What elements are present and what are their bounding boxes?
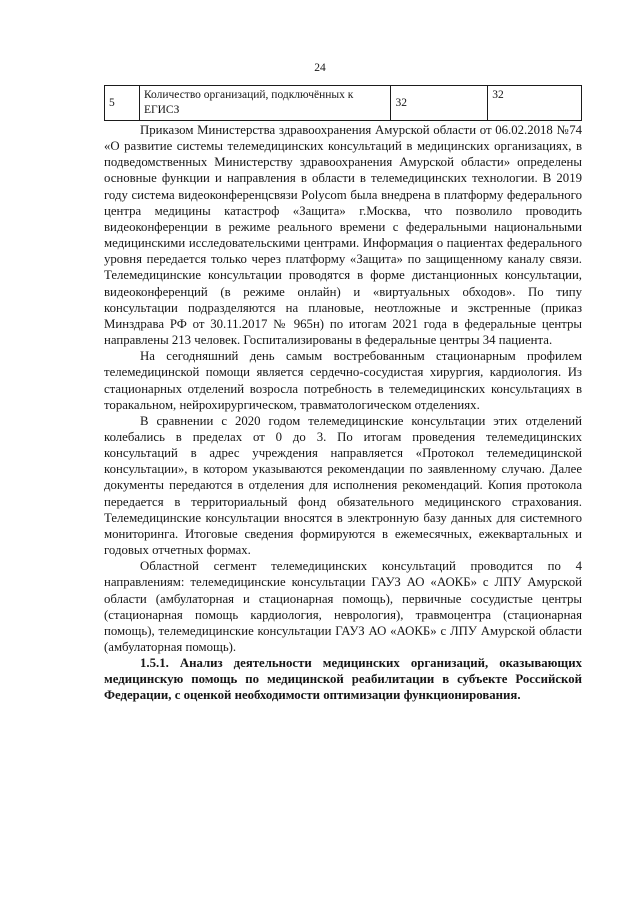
indicators-table [104,85,582,121]
table-cell-value-1: 32 [391,86,488,121]
section-heading-1-5-1: 1.5.1. Анализ деятельности медицинских организаций, оказывающих медицинскую помощь по медицинской реабилитации в субъекте Российской Федерации, с оценкой необходимости оптимизации функционирования. [104,656,582,703]
paragraph-order-74: Приказом Министерства здравоохранения Амурской области от 06.02.2018 №74 «О развитие системы телемедицинских консультаций в медицинских организациях, в подведомственных Министерству здравоохранения Амурской области» определены основные функции и направления в области в телемедицинских технологии. В 2019 году система видеоконференцсвязи Polycom была внедрена в платформу федерального центра медицины катастроф «Защита» г.Москва, что позволило проводить видеоконференции в режиме реального времени с федеральными национальными медицинскими исследовательскими центрами. Информация о пациентах федерального уровня передается только через платформу «Защита» по защищенному каналу связи. Телемедицинские консультации проводятся в форме дистанционных консультации, видеоконференций (в режиме онлайн) и «виртуальных обходов». По типу консультации подразделяются на плановые, неотложные и экстренные (приказ Минздрава РФ от 30.11.2017 № 965н) по итогам 2021 года в федеральные центры направлены 213 человек. Госпитализированы в федеральные центры 34 пациента. [104,123,582,348]
paragraph-comparison-2020: В сравнении с 2020 годом телемедицинские консультации этих отделений колебались в пределах от 0 до 3. По итогам проведения телемедицинских консультаций в адрес учреждения направляется «Протокол телемедицинской консультации», в котором указываются рекомендации по заявленному случаю. Далее документы передаются в отделения для исполнения рекомендаций. Копия протокола передается в территориальный фонд обязательного медицинского страхования. Телемедицинские консультации вносятся в электронную базу данных для системного мониторинга. Итоговые сведения формируются в ежемесячных, ежеквартальных и годовых отчетных формах. [104,413,582,558]
page-number: 24 [314,62,326,74]
table-cell-number: 5 [105,86,140,121]
table-cell-indicator: Количество организаций, подключённых к ЕГИСЗ [139,86,391,121]
paragraph-demanded-profiles: На сегодняшний день самым востребованным стационарным профилем телемедицинской помощи является сердечно-сосудистая хирургия, кардиология. Из стационарных отделений возросла потребность в телемедицинских консультациях в торакальном, нейрохирургическом, травматологическом отделениях. [104,349,582,412]
paragraph-regional-segment: Областной сегмент телемедицинских консультаций проводится по 4 направлениям: телемедицинские консультации ГАУЗ АО «АОКБ» с ЛПУ Амурской области (амбулаторная и стационарная помощь), первичные сосудистые центры (стационарная помощь кардиология, неврология), травмоцентра (стационарная помощь), телемедицинские консультации ГАУЗ АО «АОКБ» с ЛПУ Амурской области (амбулаторная помощь). [104,559,582,654]
table-row [105,86,582,121]
table-cell-value-2: 32 [488,86,582,121]
document-body [104,122,582,704]
